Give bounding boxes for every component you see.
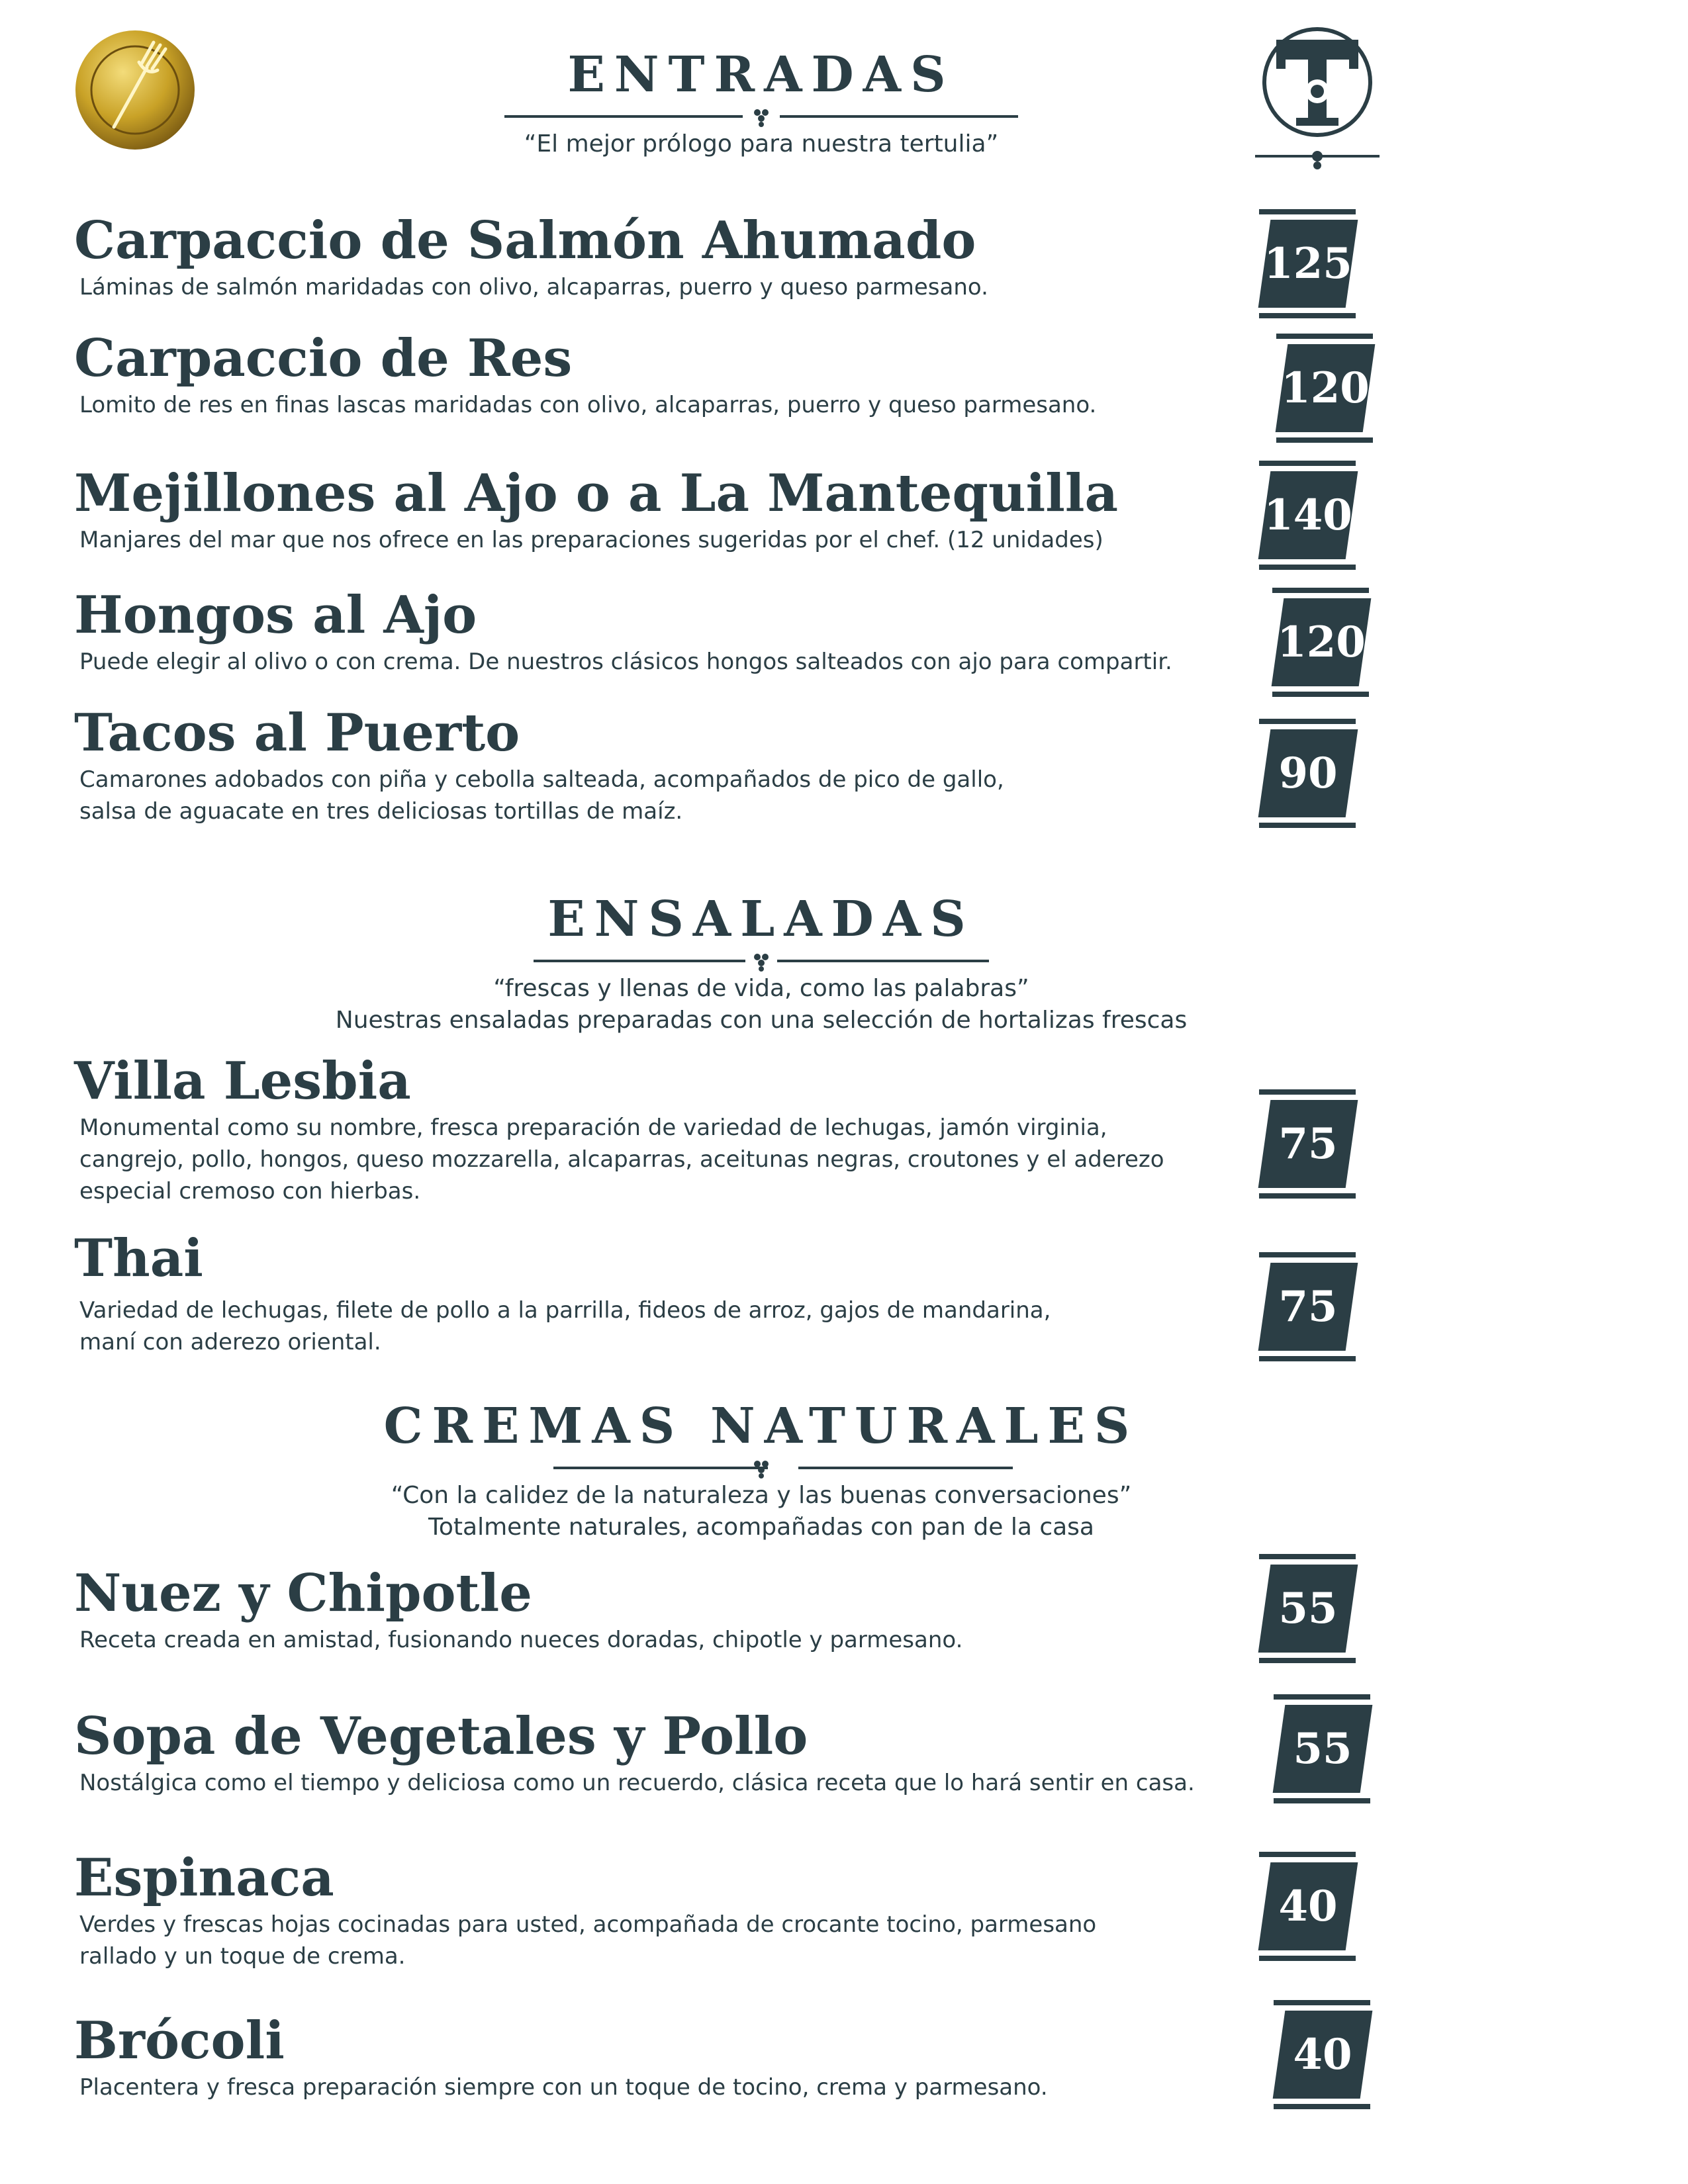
- section-title: ENTRADAS: [567, 46, 955, 103]
- menu-item: [74, 1051, 1233, 1207]
- price-tag: [1268, 588, 1374, 697]
- gold-fork-award-icon: [73, 28, 197, 152]
- item-name: Nuez y Chipotle: [74, 1563, 532, 1623]
- section-subtitle: Totalmente naturales, acompañadas con pan de la casa: [428, 1514, 1094, 1541]
- item-description: Manjares del mar que nos ofrece en las preparaciones sugeridas por el chef. (12 unidades): [79, 527, 1103, 553]
- item-description: Nostálgica como el tiempo y deliciosa como un recuerdo, clásica receta que lo hará sentir en casa.: [79, 1770, 1195, 1796]
- item-price: 75: [1278, 1119, 1338, 1169]
- price-tag: [1255, 1554, 1361, 1663]
- divider-ornament: [331, 949, 1192, 973]
- section-header-entradas: [331, 45, 1192, 160]
- grape-icon: [751, 949, 771, 973]
- menu-item: [74, 1706, 1233, 1799]
- menu-item: [74, 1848, 1233, 1972]
- divider-ornament: [331, 1456, 1192, 1480]
- menu-item: [74, 1563, 1233, 1656]
- grape-icon: [751, 105, 771, 128]
- section-title: CREMAS NATURALES: [383, 1398, 1139, 1455]
- item-price: 125: [1264, 239, 1352, 289]
- item-description: Monumental como su nombre, fresca preparación de variedad de lechugas, jamón virginia, cangrejo, pollo, hongos, queso mozzarella, alcaparras, aceitunas negras, croutones y el aderezo especial cremoso con hierbas.: [79, 1115, 1164, 1205]
- menu-item: [74, 210, 1233, 303]
- item-name: Villa Lesbia: [74, 1051, 411, 1111]
- item-price: 120: [1277, 617, 1366, 667]
- item-name: Carpaccio de Res: [74, 328, 573, 388]
- menu-item: [74, 2011, 1233, 2103]
- item-name: Espinaca: [74, 1848, 334, 1908]
- item-name: Sopa de Vegetales y Pollo: [74, 1706, 808, 1766]
- price-tag: [1255, 1852, 1361, 1961]
- price-tag: [1255, 1089, 1361, 1199]
- item-description: Receta creada en amistad, fusionando nueces doradas, chipotle y parmesano.: [79, 1627, 963, 1653]
- item-name: Mejillones al Ajo o a La Mantequilla: [74, 463, 1119, 523]
- item-description: Puede elegir al olivo o con crema. De nuestros clásicos hongos salteados con ajo para compartir.: [79, 649, 1172, 675]
- item-price: 40: [1293, 2030, 1352, 2079]
- item-description: Camarones adobados con piña y cebolla salteada, acompañados de pico de gallo, salsa de aguacate en tres deliciosas tortillas de maíz.: [79, 766, 1004, 825]
- item-description: Láminas de salmón maridadas con olivo, alcaparras, puerro y queso parmesano.: [79, 274, 988, 300]
- item-price: 40: [1278, 1882, 1338, 1931]
- section-subtitle: Nuestras ensaladas preparadas con una selección de hortalizas frescas: [335, 1007, 1188, 1034]
- item-description: Variedad de lechugas, filete de pollo a la parrilla, fideos de arroz, gajos de mandarina, maní con aderezo oriental.: [79, 1297, 1051, 1355]
- item-name: Thai: [74, 1228, 203, 1289]
- tertulia-t-crest-icon: [1251, 25, 1383, 176]
- price-tag: [1255, 719, 1361, 828]
- item-name: Brócoli: [74, 2011, 285, 2071]
- price-tag: [1255, 1252, 1361, 1361]
- section-header-ensaladas: [331, 889, 1192, 1036]
- item-price: 90: [1278, 749, 1338, 798]
- divider-ornament: [331, 105, 1192, 128]
- section-tagline: “El mejor prólogo para nuestra tertulia”: [524, 130, 999, 158]
- item-description: Lomito de res en finas lascas maridadas con olivo, alcaparras, puerro y queso parmesano.: [79, 392, 1097, 418]
- section-tagline: “Con la calidez de la naturaleza y las buenas conversaciones”: [391, 1482, 1132, 1509]
- item-name: Hongos al Ajo: [74, 585, 477, 645]
- menu-item: [74, 585, 1233, 678]
- menu-item: [74, 328, 1233, 421]
- price-tag: [1270, 1694, 1376, 1803]
- item-price: 75: [1278, 1282, 1338, 1332]
- menu-item: [74, 1228, 1233, 1358]
- item-name: Carpaccio de Salmón Ahumado: [74, 210, 976, 271]
- item-price: 55: [1278, 1584, 1338, 1633]
- section-tagline: “frescas y llenas de vida, como las palabras”: [493, 975, 1029, 1002]
- menu-item: [74, 463, 1233, 556]
- price-tag: [1272, 334, 1378, 443]
- price-tag: [1255, 461, 1361, 570]
- section-title: ENSALADAS: [547, 891, 975, 948]
- price-tag: [1255, 209, 1361, 318]
- item-price: 55: [1293, 1724, 1352, 1774]
- price-tag: [1270, 2000, 1376, 2109]
- item-price: 120: [1281, 363, 1370, 413]
- grape-icon: [751, 1456, 771, 1480]
- menu-item: [74, 703, 1233, 827]
- item-description: Placentera y fresca preparación siempre con un toque de tocino, crema y parmesano.: [79, 2074, 1048, 2101]
- item-name: Tacos al Puerto: [74, 703, 520, 763]
- section-header-cremas-naturales: [331, 1396, 1192, 1543]
- item-price: 140: [1264, 490, 1352, 540]
- item-description: Verdes y frescas hojas cocinadas para usted, acompañada de crocante tocino, parmesano rallado y un toque de crema.: [79, 1911, 1097, 1970]
